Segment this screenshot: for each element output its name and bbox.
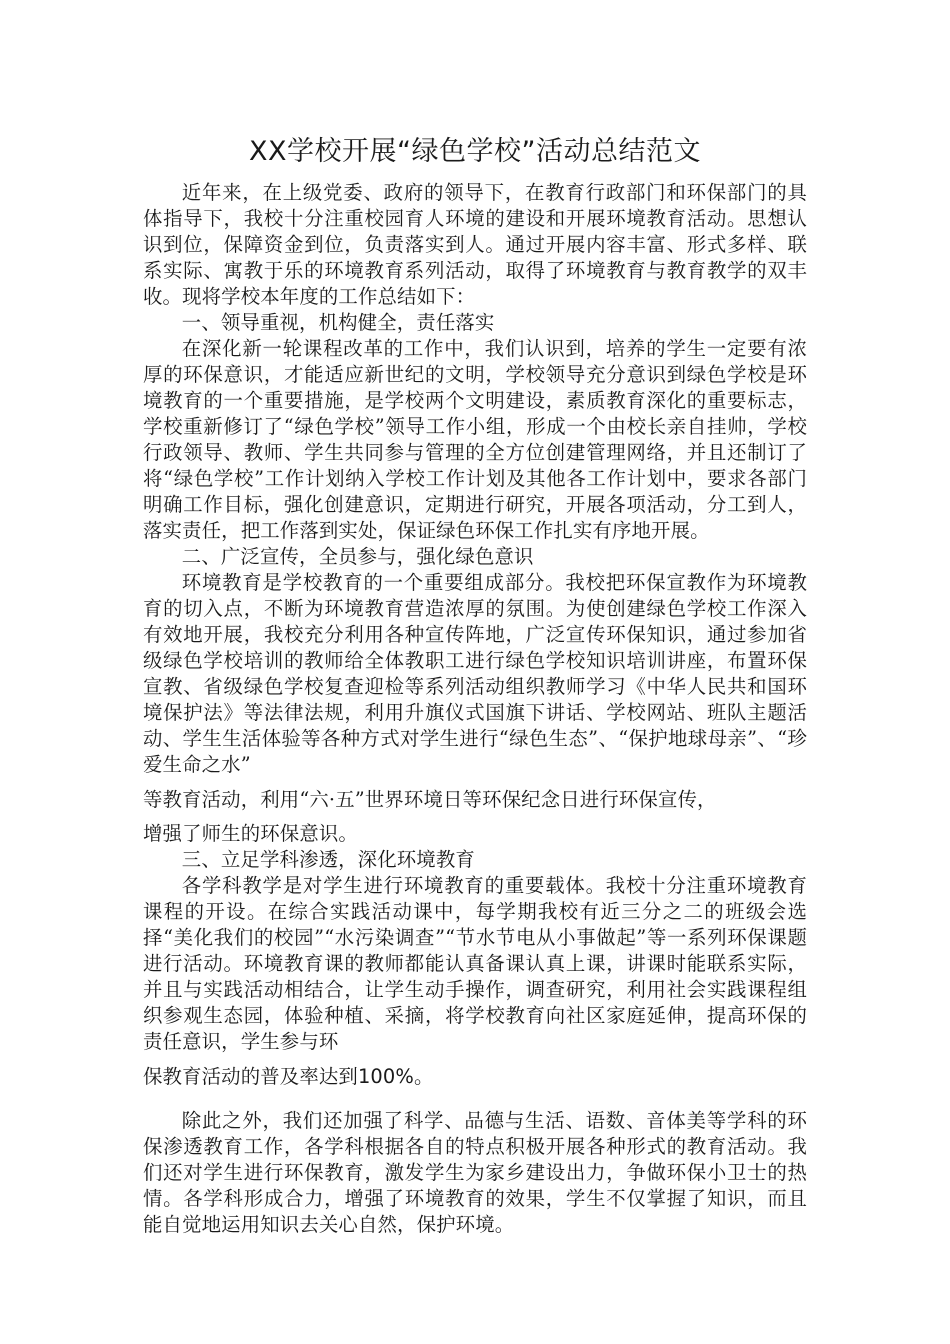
section-2-paragraph-end: 增强了师生的环保意识。 <box>143 822 358 845</box>
intro-paragraph: 近年来，在上级党委、政府的领导下，在教育行政部门和环保部门的具体指导下，我校十分注重校园育人环境的建设和开展环境教育活动。思想认识到位，保障资金到位，负责落实到人。通过开展内容丰富、形式多样、联系实际、寓教于乐的环境教育系列活动，取得了环境教育与教育教学的双丰收。现将学校本年度的工作总结如下： <box>143 181 807 308</box>
section-3-paragraph-end: 保教育活动的普及率达到100%。 <box>143 1065 434 1088</box>
document-title: XX学校开展“绿色学校”活动总结范文 <box>249 136 701 167</box>
section-1-paragraph: 在深化新一轮课程改革的工作中，我们认识到，培养的学生一定要有浓厚的环保意识，才能适应新世纪的文明，学校领导充分意识到绿色学校是环境教育的一个重要措施，是学校两个文明建设，素质教育深化的重要标志，学校重新修订了“绿色学校”领导工作小组，形成一个由校长亲自挂帅，学校行政领导、教师、学生共同参与管理的全方位创建管理网络，并且还制订了将“绿色学校”工作计划纳入学校工作计划及其他各工作计划中，要求各部门明确工作目标，强化创建意识，定期进行研究，开展各项活动，分工到人，落实责任，把工作落到实处，保证绿色环保工作扎实有序地开展。 <box>143 337 807 542</box>
section-2-paragraph: 环境教育是学校教育的一个重要组成部分。我校把环保宣教作为环境教育的切入点，不断为环境教育营造浓厚的氛围。为使创建绿色学校工作深入有效地开展，我校充分利用各种宣传阵地，广泛宣传环保知识，通过参加省级绿色学校培训的教师给全体教职工进行绿色学校知识培训讲座，布置环保宣教、省级绿色学校复查迎检等系列活动组织教师学习《中华人民共和国环境保护法》等法律法规，利用升旗仪式国旗下讲话、学校网站、班队主题活动、学生生活体验等各种方式对学生进行“绿色生态”、“保护地球母亲”、“珍爱生命之水” <box>143 571 807 776</box>
section-2-heading: 二、广泛宣传，全员参与，强化绿色意识 <box>181 545 534 568</box>
document-page <box>143 128 807 1238</box>
section-3-paragraph: 各学科教学是对学生进行环境教育的重要载体。我校十分注重环境教育课程的开设。在综合实践活动课中，每学期我校有近三分之二的班级会选择“美化我们的校园”“水污染调查”“节水节电从小事做起”等一系列环保课题进行活动。环境教育课的教师都能认真备课认真上课，讲课时能联系实际，并且与实践活动相结合，让学生动手操作，调查研究，利用社会实践课程组织参观生态园，体验种植、采摘，将学校教育向社区家庭延伸，提高环保的责任意识，学生参与环 <box>143 874 807 1053</box>
section-1-heading: 一、领导重视，机构健全，责任落实 <box>181 311 495 334</box>
section-3-heading: 三、立足学科渗透，深化环境教育 <box>181 848 475 871</box>
section-2-paragraph-continued: 等教育活动，利用“六·五”世界环境日等环保纪念日进行环保宣传， <box>143 788 717 811</box>
section-4-paragraph: 除此之外，我们还加强了科学、品德与生活、语数、音体美等学科的环保渗透教育工作，各学科根据各自的特点积极开展各种形式的教育活动。我们还对学生进行环保教育，激发学生为家乡建设出力，争做环保小卫士的热情。各学科形成合力，增强了环境教育的效果，学生不仅掌握了知识，而且能自觉地运用知识去关心自然，保护环境。 <box>143 1109 807 1236</box>
